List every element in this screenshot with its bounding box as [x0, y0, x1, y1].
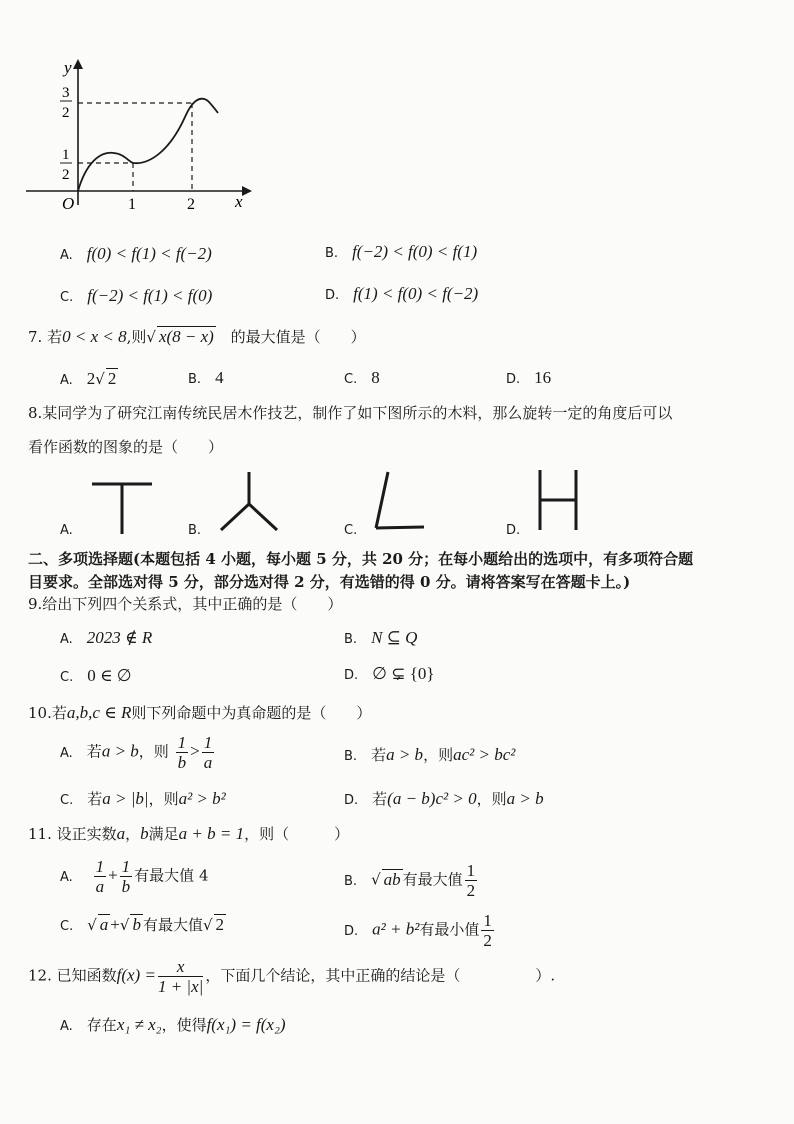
q10-option-c[interactable]: C. 若a > |b|，则a² > b² — [60, 789, 226, 808]
x-axis-label: x — [235, 192, 243, 211]
option-label: B. — [325, 246, 339, 261]
q9-option-c[interactable]: C. 0 ∈ ∅ — [60, 666, 132, 685]
q9-stem: 9.给出下列四个关系式，其中正确的是（ ） — [28, 595, 343, 613]
q6-option-b[interactable]: B. f(−2) < f(0) < f(1) — [325, 242, 478, 261]
option-label: C. — [60, 290, 74, 305]
q6-option-c[interactable]: C. f(−2) < f(1) < f(0) — [60, 286, 213, 305]
q11-option-c[interactable]: C. √ a +√ b 有最大值√ 2 — [60, 915, 225, 934]
q10-option-d[interactable]: D. 若(a − b)c² > 0，则a > b — [344, 789, 544, 808]
q11-option-a[interactable]: A. $\frac{1}{a}$ + $\frac{1}{b}$ 有最大值 4 — [60, 857, 209, 896]
y-tick-half-num: 1 — [62, 147, 70, 163]
q11-stem: 11. 设正实数a，b满足a + b = 1，则（ ） — [28, 824, 350, 843]
q10-stem: 10.若a,b,c ∈ R则下列命题中为真命题的是（ ） — [28, 703, 372, 722]
q8-option-b[interactable]: B. — [188, 523, 202, 538]
q8-stem-line2: 看作函数的图象的是（ ） — [28, 438, 224, 456]
option-label: D. — [325, 288, 340, 303]
q7-option-c[interactable]: C. 8 — [344, 368, 380, 387]
function-graph — [20, 55, 260, 215]
t-shape-figure — [88, 478, 158, 538]
y-tick-half-den: 2 — [62, 167, 70, 183]
q6-option-d[interactable]: D. f(1) < f(0) < f(−2) — [325, 284, 479, 303]
q7-option-d[interactable]: D. 16 — [506, 368, 552, 387]
origin-label: O — [62, 194, 75, 213]
q11-option-b[interactable]: B. √ ab 有最大值 $\frac{1}{2}$ — [344, 861, 476, 900]
q8-stem-line1: 8.某同学为了研究江南传统民居木作技艺，制作了如下图所示的木料，那么旋转一定的角度后可以 — [28, 404, 673, 422]
q12-option-a[interactable]: A. 存在x₁ ≠ x₂，使得f(x₁) = f(x₂) — [60, 1015, 286, 1034]
q6-option-a[interactable]: A. f(0) < f(1) < f(−2) — [60, 244, 212, 263]
q8-option-a[interactable]: A. — [60, 523, 73, 538]
q12-stem: 12. 已知函数f(x) = $\frac{x}{1 + |x|}$ ，下面几个结论，其中正确的结论是（ ）. — [28, 957, 556, 996]
function-curve — [78, 99, 218, 191]
section2-heading-line1: 二、多项选择题(本题包括 4 小题，每小题 5 分，共 20 分；在每小题给出的选项中，有多项符合题 — [28, 550, 694, 568]
q8-option-d[interactable]: D. — [506, 523, 521, 538]
section2-heading-line2: 目要求。全部选对得 5 分，部分选对得 2 分，有选错的得 0 分。请将答案写在答题卡上。) — [28, 573, 631, 591]
option-label: A. — [60, 248, 73, 263]
q8-option-c[interactable]: C. — [344, 523, 358, 538]
q7-option-b[interactable]: B. 4 — [188, 368, 224, 387]
q10-option-a[interactable]: A. 若a > b，则 $\frac{1}{b}$ > $\frac{1}{a}$ — [60, 733, 213, 772]
x-tick-1: 1 — [128, 196, 136, 213]
q7-option-a[interactable]: A. 2√ 2 — [60, 369, 117, 388]
q7-stem: 7. 若0 < x < 8,则√ x(8 − x) 的最大值是（ ） — [28, 327, 366, 346]
l-shape-figure — [368, 470, 432, 534]
q11-option-d[interactable]: D. a² + b²有最小值 $\frac{1}{2}$ — [344, 911, 492, 950]
q9-option-d[interactable]: D. ∅ ⊊ {0} — [344, 664, 435, 683]
y-tick-three-halves-den: 2 — [62, 105, 70, 121]
q10-option-b[interactable]: B. 若a > b，则ac² > bc² — [344, 745, 516, 764]
y-shape-figure — [215, 470, 285, 534]
y-tick-three-halves-num: 3 — [62, 85, 70, 101]
q9-option-a[interactable]: A. 2023 ∉ R — [60, 628, 153, 647]
h-shape-figure — [534, 468, 584, 534]
y-axis-label: y — [64, 58, 72, 77]
q9-option-b[interactable]: B. N ⊆ Q — [344, 628, 418, 647]
x-tick-2: 2 — [187, 196, 195, 213]
